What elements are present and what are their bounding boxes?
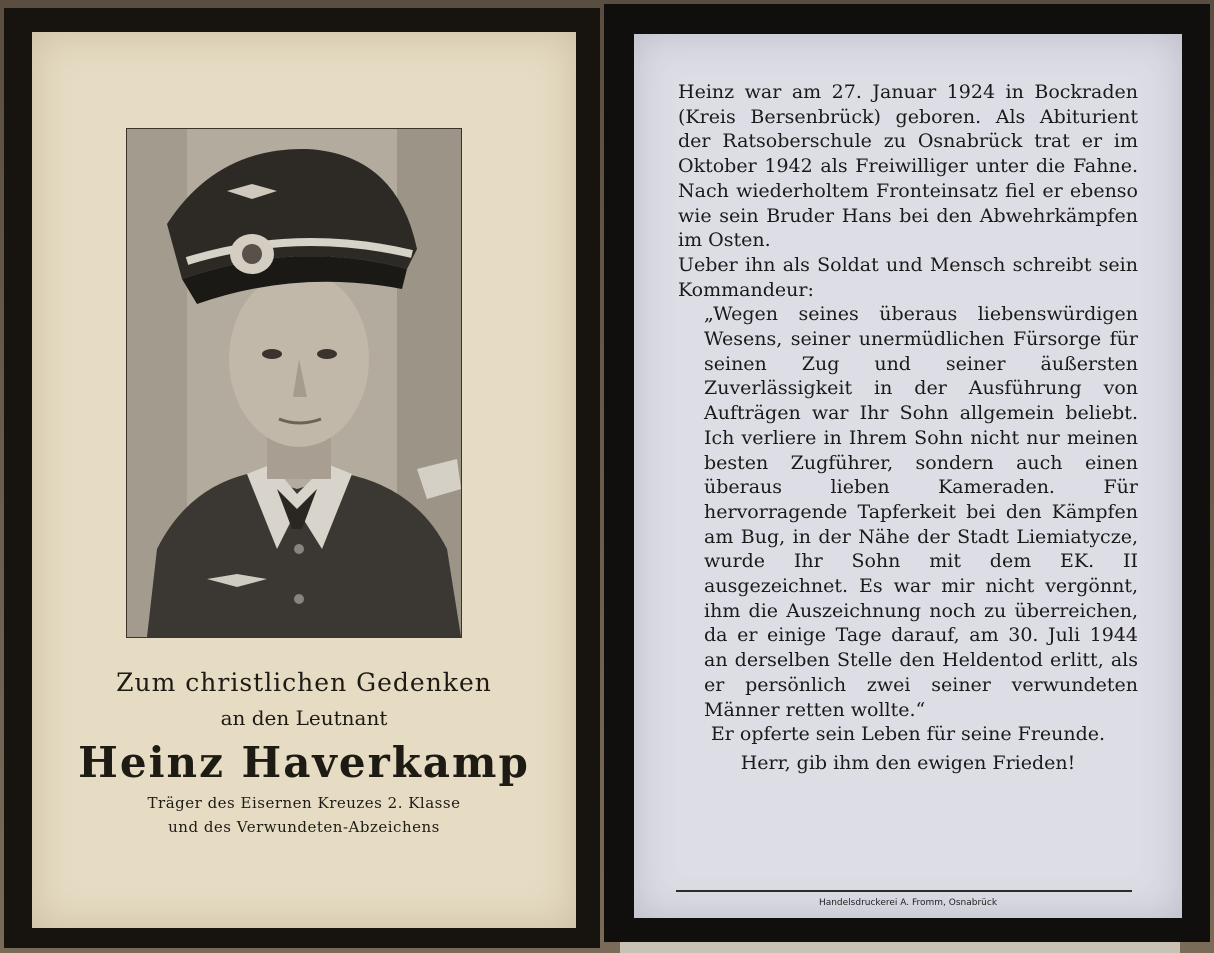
memorial-caption-line-1: Zum christlichen Gedenken bbox=[116, 668, 492, 697]
memorial-caption-line-2: an den Leutnant bbox=[220, 706, 388, 730]
closing-line-2: Herr, gib ihm den ewigen Frieden! bbox=[740, 751, 1076, 774]
biography-paragraph-1: Heinz war am 27. Januar 1924 in Bockraden (Kreis Bersenbrück) geboren. Als Abiturient der Ratsoberschule zu Osnabrück trat er im Oktober 1942 als Freiwilliger unter die Fahne. Nach wiederholtem Fronteinsatz fiel er ebenso wie sein Bruder Hans bei den Abwehrkämpfen im Osten. bbox=[678, 81, 1138, 252]
deceased-name: Heinz Haverkamp bbox=[78, 738, 530, 787]
biography-text bbox=[678, 80, 1138, 776]
underlying-card-edge bbox=[620, 942, 1180, 953]
commander-quote: „Wegen seines überaus liebenswürdigen Wesens, seiner unermüdlichen Fürsorge für seinen Zug und seiner äußersten Zuverlässigkeit in der Ausführung von Aufträgen war Ihr Sohn allgemein beliebt. Ich verliere in Ihrem Sohn nicht nur meinen besten Zugführer, sondern auch einen überaus lieben Kameraden. Für hervorragende Tapferkeit bei den Kämpfen am Bug, in der Nähe der Stadt Liemiatycze, wurde Ihr Sohn mit dem EK. II ausgezeichnet. Es war mir nicht vergönnt, ihm die Auszeichnung noch zu überreichen, da er einige Tage darauf, am 30. Juli 1944 an derselben Stelle den Heldentod erlitt, als er persönlich zwei seiner verwundeten Männer retten wollte.“ bbox=[704, 303, 1138, 721]
footer-divider bbox=[676, 890, 1132, 892]
award-line-2: und des Verwundeten-Abzeichens bbox=[168, 818, 440, 836]
closing-line-1: Er opferte sein Leben für seine Freunde. bbox=[710, 723, 1106, 746]
memorial-card-back bbox=[604, 4, 1210, 942]
card-back-panel bbox=[634, 34, 1182, 918]
printer-imprint: Handelsdruckerei A. Fromm, Osnabrück bbox=[818, 898, 998, 908]
award-line-1: Träger des Eisernen Kreuzes 2. Klasse bbox=[147, 794, 461, 812]
portrait-photo bbox=[126, 128, 462, 638]
memorial-card-front bbox=[4, 8, 600, 948]
card-front-panel bbox=[32, 32, 576, 928]
portrait-photo-image bbox=[127, 129, 461, 637]
biography-paragraph-2: Ueber ihn als Soldat und Mensch schreibt sein Kommandeur: bbox=[678, 253, 1138, 301]
